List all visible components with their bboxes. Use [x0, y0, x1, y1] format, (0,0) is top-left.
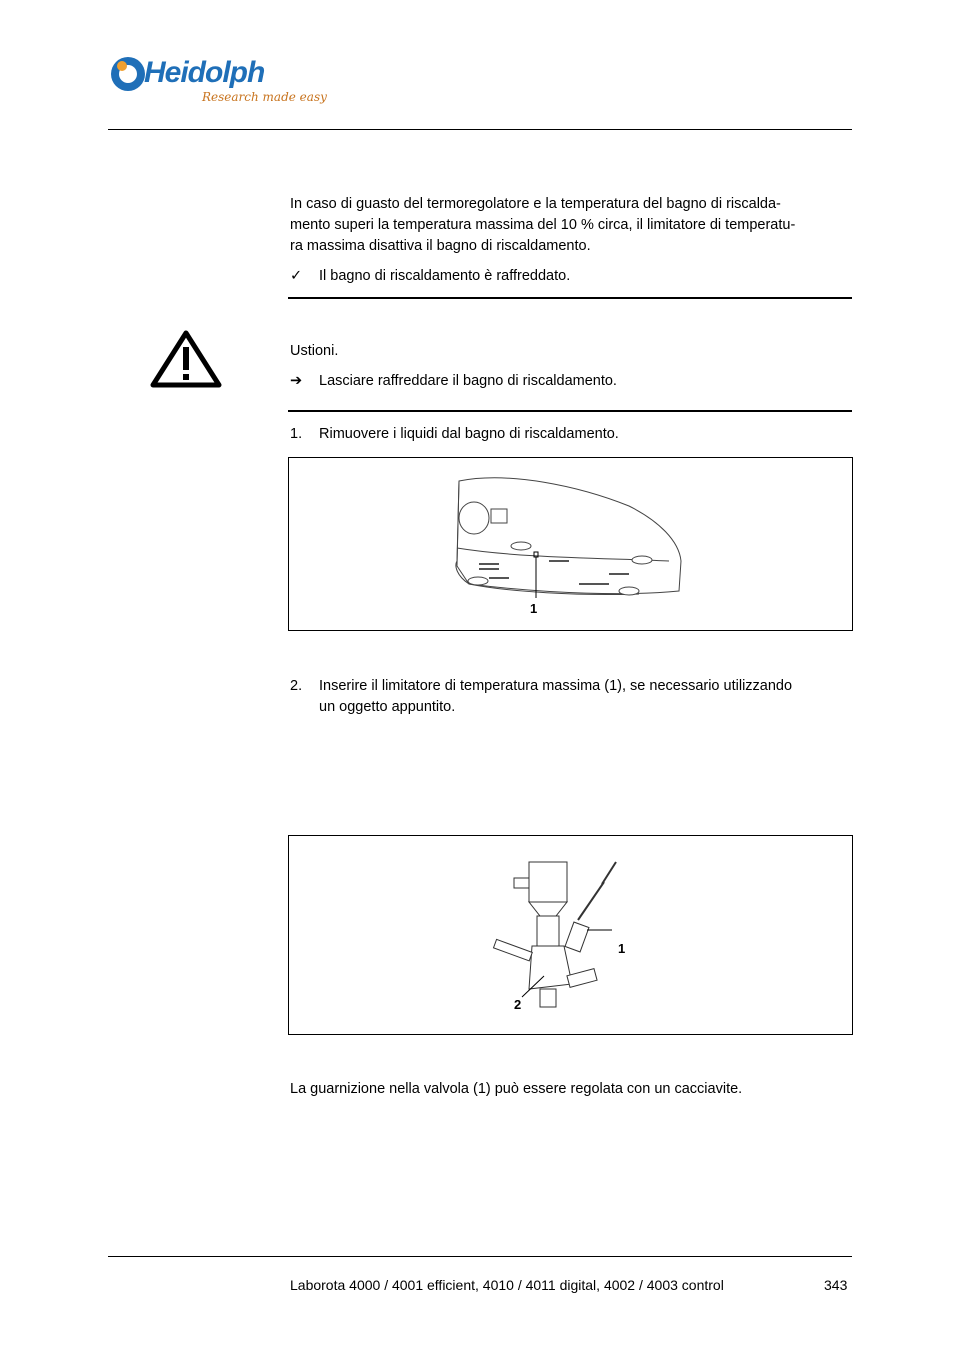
- step-2-text: Inserire il limitatore di temperatura massima (1), se necessario utilizzando un oggetto appuntito.: [319, 678, 793, 715]
- heating-bath-illustration: [429, 466, 689, 616]
- figure2-callout-2: 2: [514, 997, 522, 1012]
- warning-action: Lasciare raffreddare il bagno di riscaldamento.: [319, 373, 617, 389]
- header-rule: [108, 129, 852, 130]
- footer-rule: [108, 1256, 852, 1257]
- note-text: La guarnizione nella valvola (1) può essere regolata con un cacciavite.: [290, 1081, 743, 1097]
- page-number: 343: [824, 1277, 848, 1293]
- warning-top-rule: [288, 297, 852, 299]
- figure2-callout-1: 1: [618, 941, 626, 956]
- precondition-check-icon: ✓: [290, 268, 303, 284]
- warning-action-arrow-icon: ➔: [290, 373, 303, 389]
- figure-valve-screwdriver: [288, 835, 853, 1035]
- footer-model-text: Laborota 4000 / 4001 efficient, 4010 / 4011 digital, 4002 / 4003 control: [290, 1277, 724, 1293]
- warning-hazard: Ustioni.: [290, 343, 339, 359]
- precondition-text: Il bagno di riscaldamento è raffreddato.: [319, 268, 571, 284]
- step-2-number: 2.: [290, 678, 303, 694]
- logo-circle-icon: [108, 54, 148, 94]
- logo-slogan: Research made easy: [202, 90, 327, 104]
- step-1-text: Rimuovere i liquidi dal bagno di riscaldamento.: [319, 426, 619, 442]
- company-logo: [108, 52, 338, 114]
- warning-triangle-icon: [150, 330, 222, 388]
- logo-wordmark: Heidolph: [144, 56, 265, 89]
- step-1-number: 1.: [290, 426, 303, 442]
- intro-paragraph: In caso di guasto del termoregolatore e la temperatura del bagno di riscalda- mento superi la temperatura massima del 10 % circa, il limitatore di temperatu- ra massima disattiva il bagno di riscaldamento.: [290, 196, 796, 254]
- valve-illustration: [484, 854, 664, 1024]
- figure-heating-bath-bottom: [288, 457, 853, 631]
- figure1-callout-1: 1: [530, 601, 538, 616]
- warning-bottom-rule: [288, 410, 852, 412]
